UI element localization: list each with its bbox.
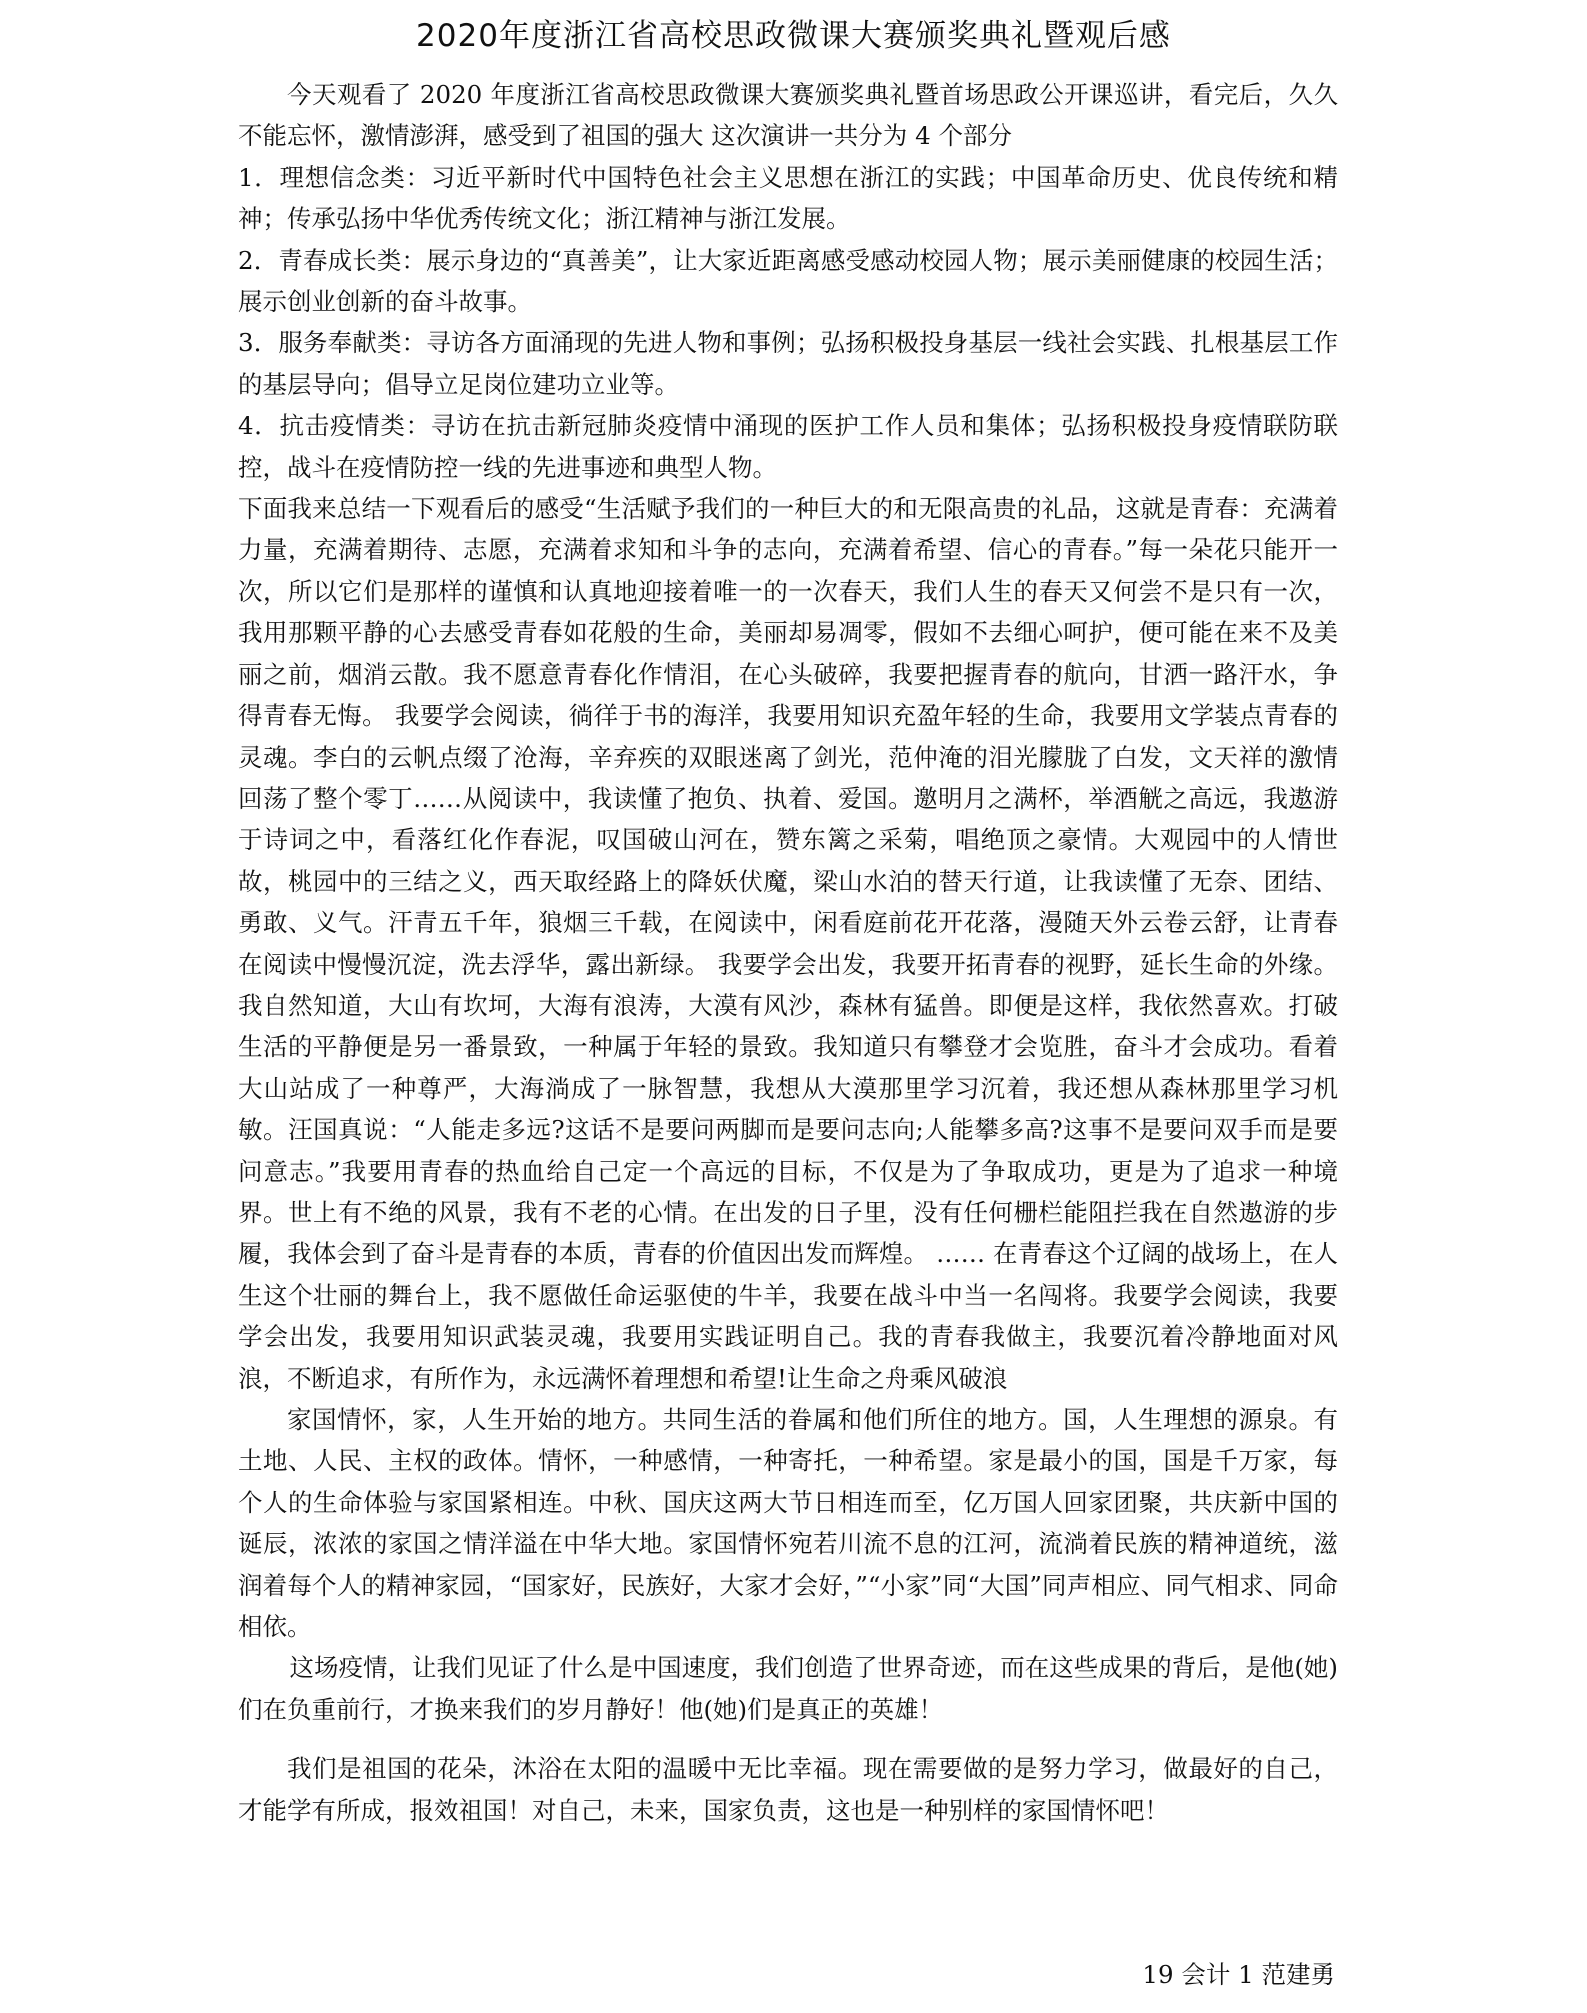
document-title: 2020年度浙江省高校思政微课大赛颁奖典礼暨观后感 [416,18,1171,54]
intro-paragraph: 今天观看了 2020 年度浙江省高校思政微课大赛颁奖典礼暨首场思政公开课巡讲，看完后，久久不能忘怀，激情澎湃，感受到了祖国的强大 这次演讲一共分为 4 个部分 [238,80,1338,151]
list-item: 3．服务奉献类：寻访各方面涌现的先进人物和事例；弘扬积极投身基层一线社会实践、扎根基层工作的基层导向；倡导立足岗位建功立业等。 [238,328,1338,399]
closing-paragraph: 我们是祖国的花朵，沐浴在太阳的温暖中无比幸福。现在需要做的是努力学习，做最好的自己，才能学有所成，报效祖国！对自己，未来，国家负责，这也是一种别样的家国情怀吧！ [238,1754,1338,1825]
family-country-paragraph: 家国情怀，家，人生开始的地方。共同生活的眷属和他们所住的地方。国，人生理想的源泉。有土地、人民、主权的政体。情怀，一种感情，一种寄托，一种希望。家是最小的国，国是千万家，每个人的生命体验与家国紧相连。中秋、国庆这两大节日相连而至，亿万国人回家团聚，共庆新中国的诞辰，浓浓的家国之情洋溢在中华大地。家国情怀宛若川流不息的江河，流淌着民族的精神道统，滋润着每个人的精神家园，“国家好，民族好，大家才会好，”“小家”同“大国”同声相应、同气相求、同命相依。 [238,1405,1338,1642]
list-item: 1．理想信念类：习近平新时代中国特色社会主义思想在浙江的实践；中国革命历史、优良传统和精神；传承弘扬中华优秀传统文化；浙江精神与浙江发展。 [238,162,1338,234]
youth-paragraph: 下面我来总结一下观看后的感受“生活赋予我们的一种巨大的和无限高贵的礼品，这就是青春：充满着力量，充满着期待、志愿，充满着求知和斗争的志向，充满着希望、信心的青春。”每一朵花只能开一次，所以它们是那样的谨慎和认真地迎接着唯一的一次春天，我们人生的春天又何尝不是只有一次，我用那颗平静的心去感受青春如花般的生命，美丽却易凋零，假如不去细心呵护，便可能在来不及美丽之前，烟消云散。我不愿意青春化作情泪，在心头破碎，我要把握青春的航向，甘洒一路汗水，争得青春无悔。 我要学会阅读，徜徉于书的海洋，我要用知识充盈年轻的生命，我要用文学装点青春的灵魂。李白的云帆点缀了沧海，辛弃疾的双眼迷离了剑光，范仲淹的泪光朦胧了白发，文天祥的激情回荡了整个零丁……从阅读中，我读懂了抱负、执着、爱国。邀明月之满杯，举酒觥之高远，我遨游于诗词之中，看落红化作春泥，叹国破山河在，赞东篱之采菊，唱绝顶之豪情。大观园中的人情世故，桃园中的三结之义，西天取经路上的降妖伏魔，梁山水泊的替天行道，让我读懂了无奈、团结、勇敢、义气。汗青五千年，狼烟三千载，在阅读中，闲看庭前花开花落，漫随天外云卷云舒，让青春在阅读中慢慢沉淀，洗去浮华，露出新绿。 我要学会出发，我要开拓青春的视野，延长生命的外缘。我自然知道，大山有坎坷，大海有浪涛，大漠有风沙，森林有猛兽。即便是这样，我依然喜欢。打破生活的平静便是另一番景致，一种属于年轻的景致。我知道只有攀登才会览胜，奋斗才会成功。看着大山站成了一种尊严，大海淌成了一脉智慧，我想从大漠那里学习沉着，我还想从森林那里学习机敏。汪国真说：“人能走多远?这话不是要问两脚而是要问志向;人能攀多高?这事不是要问双手而是要问意志。”我要用青春的热血给自己定一个高远的目标，不仅是为了争取成功，更是为了追求一种境界。世上有不绝的风景，我有不老的心情。在出发的日子里，没有任何栅栏能阻拦我在自然遨游的步履，我体会到了奋斗是青春的本质，青春的价值因出发而辉煌。 …… 在青春这个辽阔的战场上，在人生这个壮丽的舞台上，我不愿做任命运驱使的牛羊，我要在战斗中当一名闯将。我要学会阅读，我要学会出发，我要用知识武装灵魂，我要用实践证明自己。我的青春我做主，我要沉着冷静地面对风浪，不断追求，有所作为，永远满怀着理想和希望!让生命之舟乘风破浪 [238,494,1338,1393]
author-signature: 19 会计 1 范建勇 [1142,1960,1335,1989]
epidemic-paragraph: 这场疫情，让我们见证了什么是中国速度，我们创造了世界奇迹，而在这些成果的背后，是他(她)们在负重前行，才换来我们的岁月静好！他(她)们是真正的英雄！ [238,1653,1338,1724]
list-item: 2．青春成长类：展示身边的“真善美”，让大家近距离感受感动校园人物；展示美丽健康的校园生活；展示创业创新的奋斗故事。 [238,245,1338,317]
document-body [238,74,1338,1831]
list-item: 4．抗击疫情类：寻访在抗击新冠肺炎疫情中涌现的医护工作人员和集体；弘扬积极投身疫情联防联控，战斗在疫情防控一线的先进事迹和典型人物。 [238,411,1338,482]
